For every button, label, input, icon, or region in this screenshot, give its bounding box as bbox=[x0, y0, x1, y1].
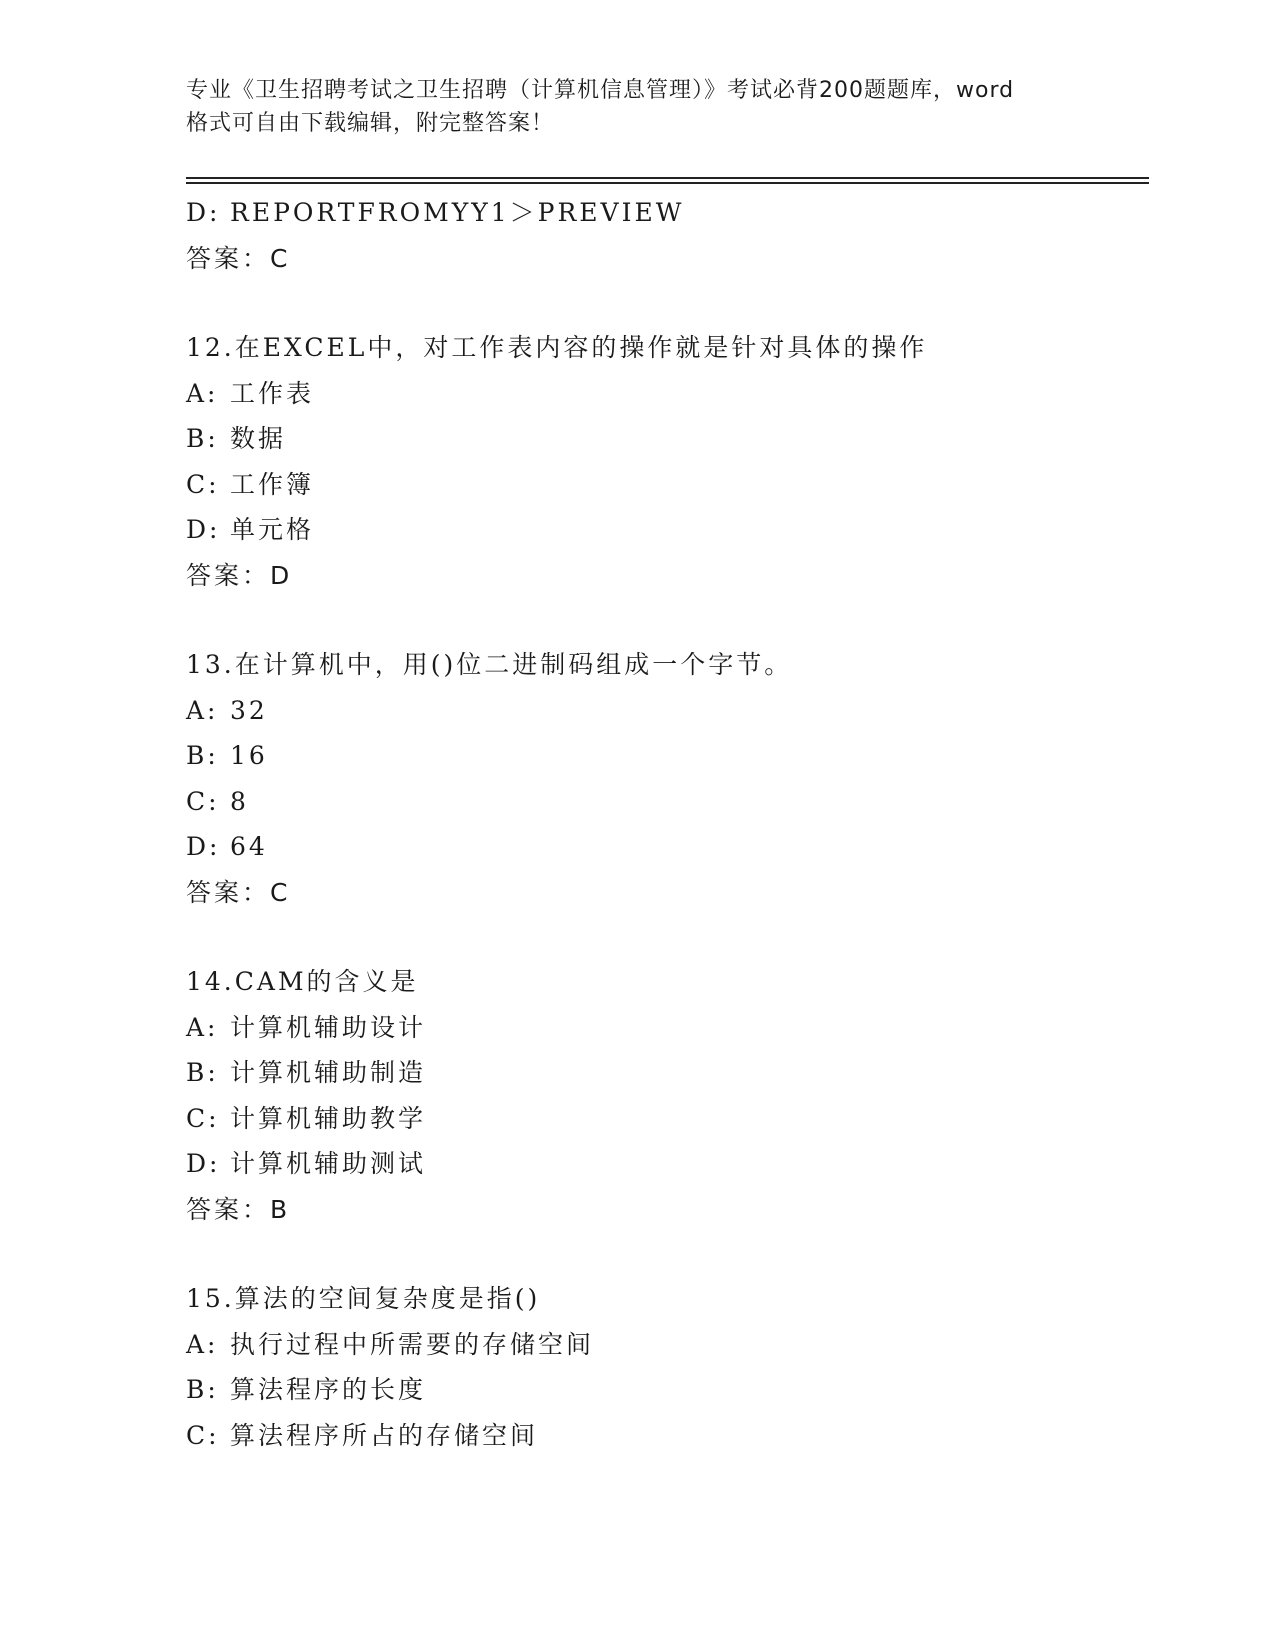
option-text: 32 bbox=[230, 695, 268, 725]
option-text: 工作表 bbox=[230, 378, 315, 408]
question-15-text: 15.算法的空间复杂度是指() bbox=[186, 1284, 541, 1313]
question-12-text: 12.在EXCEL中，对工作表内容的操作就是针对具体的操作 bbox=[186, 333, 928, 362]
option-text: 8 bbox=[230, 786, 249, 816]
option-label: B: bbox=[186, 1375, 219, 1404]
option-text: 计算机辅助教学 bbox=[230, 1103, 427, 1133]
option-c bbox=[186, 779, 1149, 825]
option-b bbox=[186, 733, 1149, 779]
option-label: A: bbox=[186, 1329, 219, 1359]
option-text: 计算机辅助测试 bbox=[230, 1149, 427, 1178]
option-label: B: bbox=[186, 424, 219, 453]
option-text: 计算机辅助制造 bbox=[230, 1058, 427, 1087]
option-a bbox=[186, 688, 1149, 734]
option-b bbox=[186, 1367, 1149, 1413]
answer-line: 答案：B bbox=[186, 1194, 291, 1224]
option-a bbox=[186, 371, 1149, 417]
option-label: A: bbox=[186, 378, 219, 408]
option-label: B: bbox=[186, 741, 219, 770]
option-label: C: bbox=[186, 786, 220, 816]
option-text: REPORTFROMYY1＞PREVIEW bbox=[230, 198, 685, 227]
answer-line: 答案：C bbox=[186, 243, 291, 273]
option-text: 执行过程中所需要的存储空间 bbox=[230, 1329, 595, 1359]
option-c bbox=[186, 1413, 1149, 1459]
option-c bbox=[186, 1096, 1149, 1142]
option-b bbox=[186, 416, 1149, 462]
option-label: C: bbox=[186, 1103, 220, 1133]
answer-line: 答案：C bbox=[186, 877, 291, 907]
option-text: 算法程序所占的存储空间 bbox=[230, 1420, 539, 1450]
option-label: D: bbox=[186, 1149, 221, 1178]
option-text: 16 bbox=[230, 741, 268, 770]
header-divider-top bbox=[186, 177, 1149, 179]
option-label: C: bbox=[186, 1420, 220, 1450]
option-text: 单元格 bbox=[230, 515, 315, 544]
option-b bbox=[186, 1050, 1149, 1096]
question-13-text: 13.在计算机中，用()位二进制码组成一个字节。 bbox=[186, 650, 793, 679]
option-d bbox=[186, 190, 1149, 236]
option-d bbox=[186, 824, 1149, 870]
option-label: A: bbox=[186, 695, 219, 725]
option-text: 算法程序的长度 bbox=[230, 1375, 427, 1404]
question-14-text: 14.CAM的含义是 bbox=[186, 967, 419, 996]
option-text: 工作簿 bbox=[230, 469, 315, 499]
header-line-2: 格式可自由下载编辑，附完整答案！ bbox=[186, 111, 555, 136]
option-c bbox=[186, 462, 1149, 508]
question-list bbox=[186, 190, 1149, 1458]
answer-line: 答案：D bbox=[186, 560, 293, 590]
option-label: D: bbox=[186, 832, 221, 861]
option-a bbox=[186, 1322, 1149, 1368]
option-text: 64 bbox=[230, 832, 268, 861]
header-divider-bottom bbox=[186, 182, 1149, 184]
option-label: D: bbox=[186, 515, 221, 544]
option-label: B: bbox=[186, 1058, 219, 1087]
option-label: C: bbox=[186, 469, 220, 499]
option-label: D: bbox=[186, 198, 221, 227]
option-text: 数据 bbox=[230, 424, 287, 453]
option-d bbox=[186, 1141, 1149, 1187]
page-header bbox=[186, 74, 1086, 140]
option-d bbox=[186, 507, 1149, 553]
option-a bbox=[186, 1005, 1149, 1051]
header-line-1: 专业《卫生招聘考试之卫生招聘（计算机信息管理）》考试必背200题题库，word bbox=[186, 78, 1015, 103]
option-text: 计算机辅助设计 bbox=[230, 1012, 427, 1042]
option-label: A: bbox=[186, 1012, 219, 1042]
